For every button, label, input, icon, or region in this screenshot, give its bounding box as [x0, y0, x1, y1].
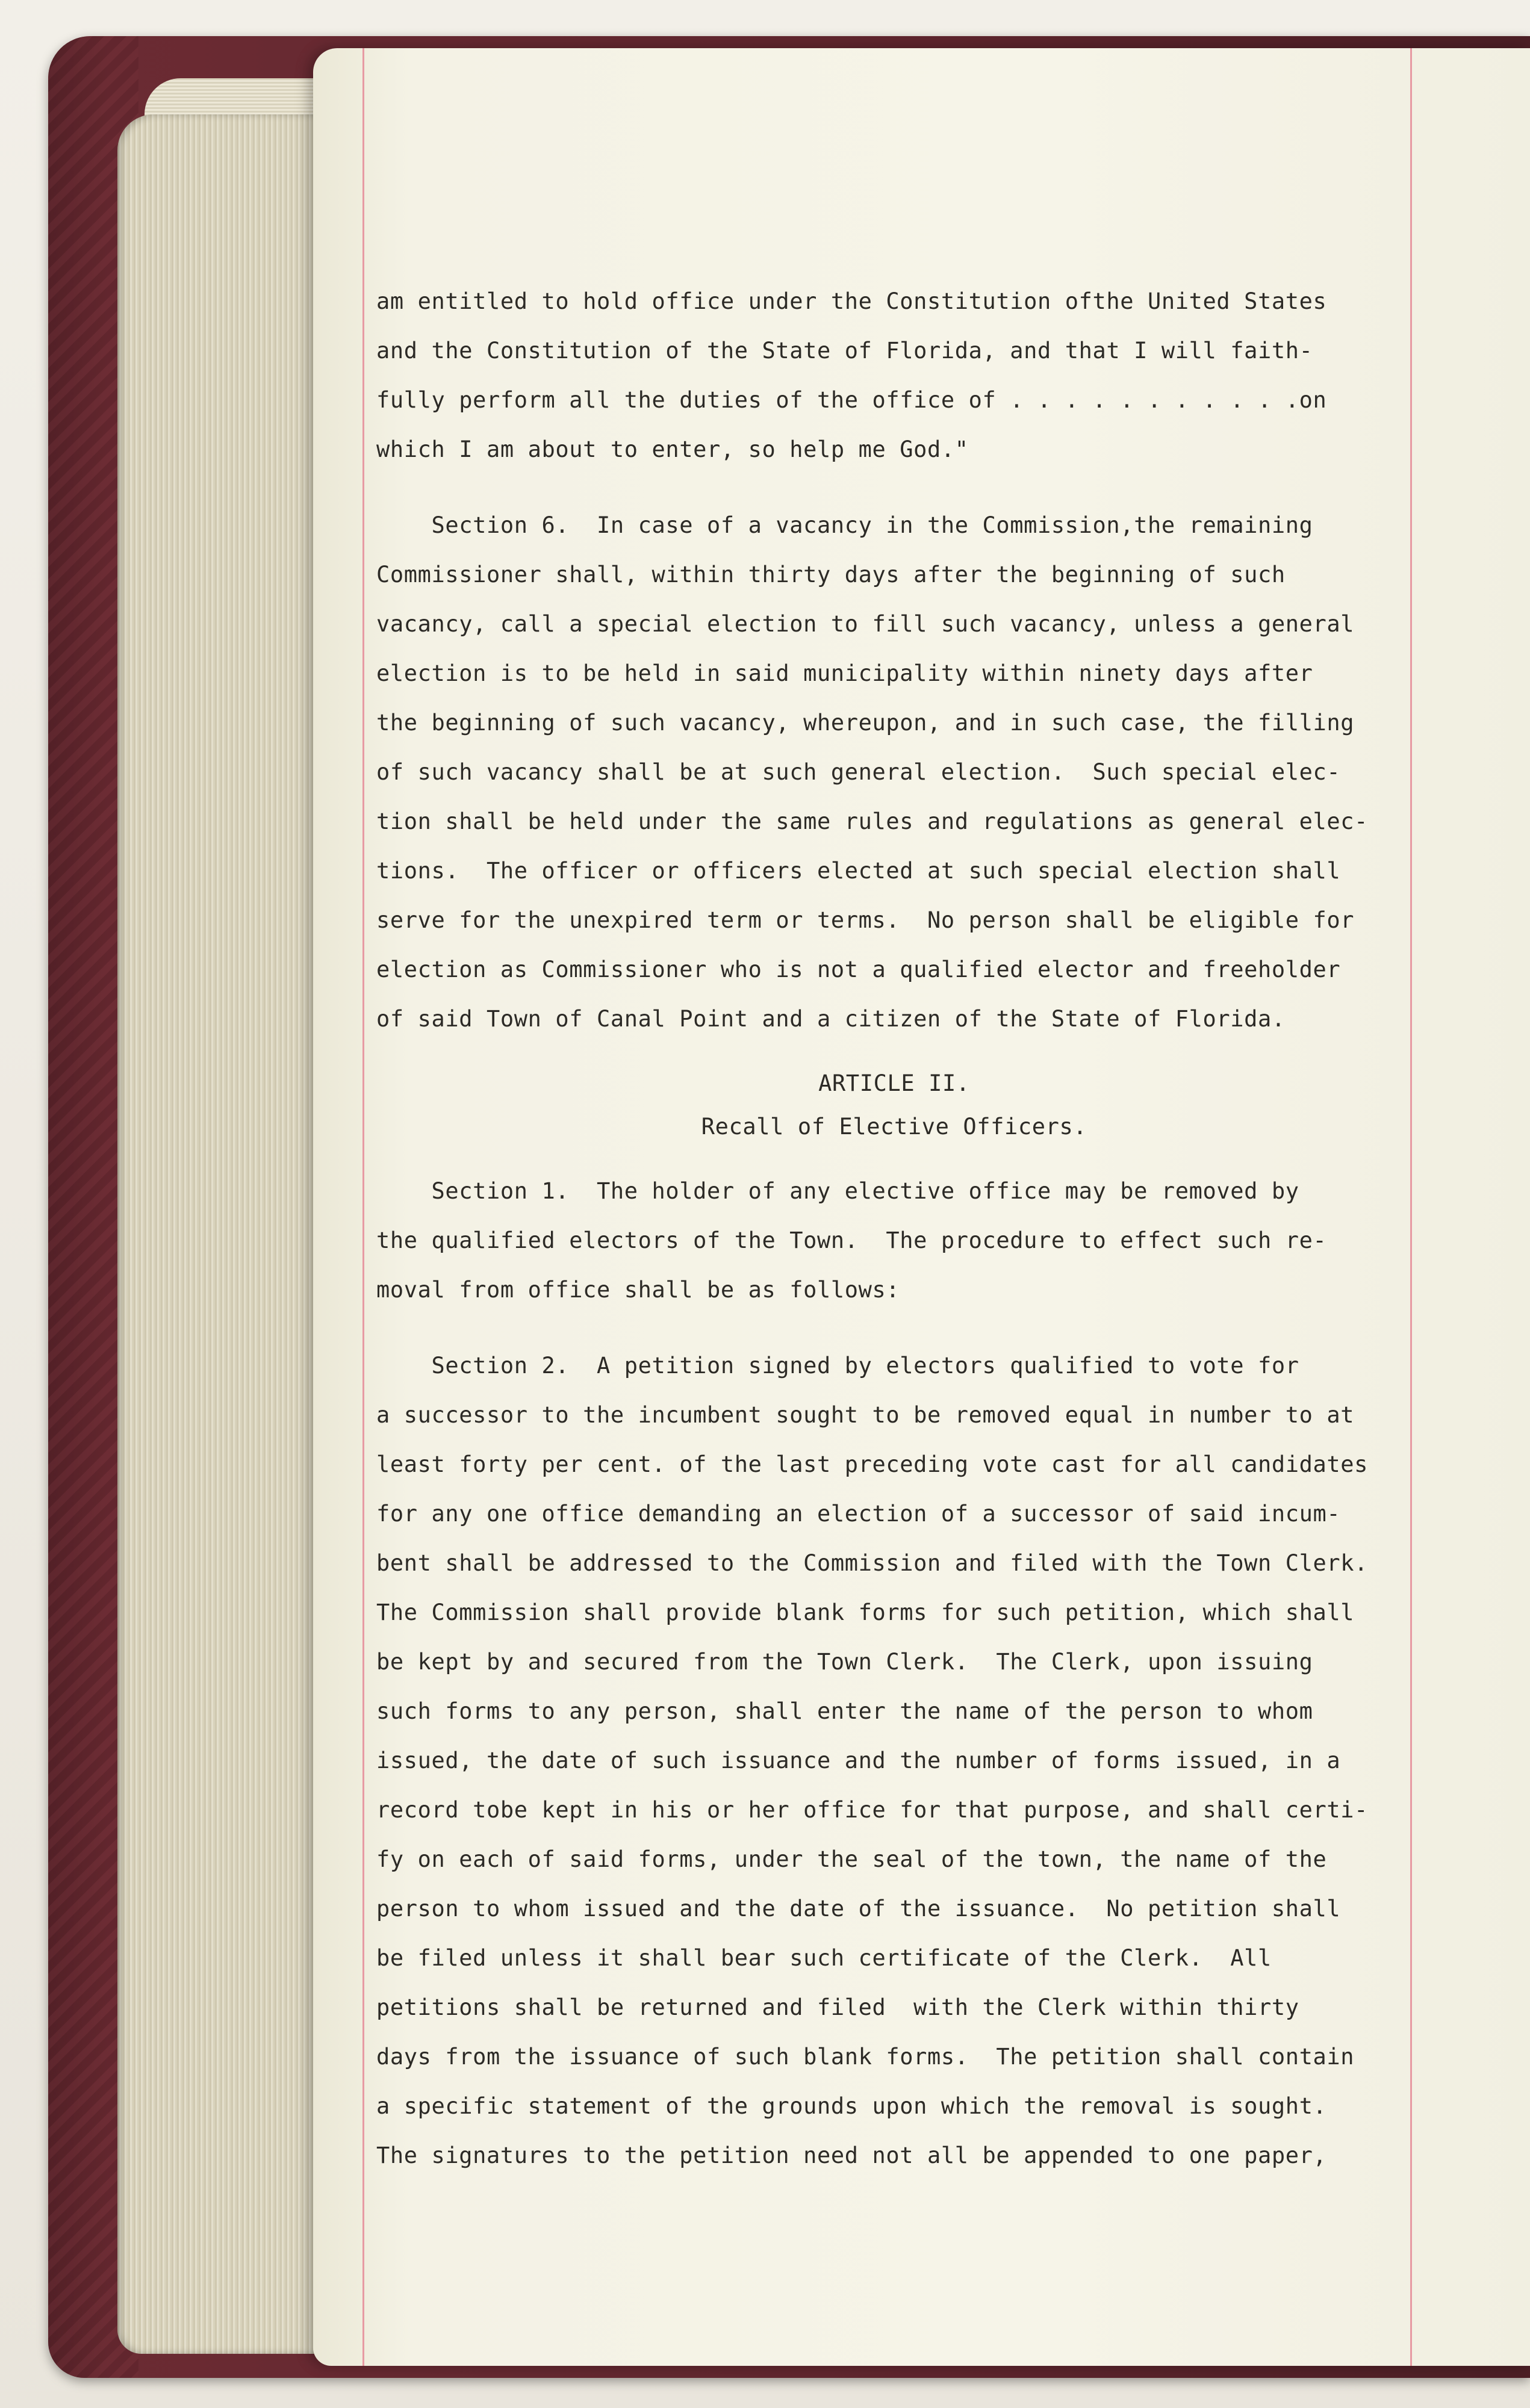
- text-line: Section 1. The holder of any elective office may be removed by: [376, 1178, 1299, 1204]
- text-line: of such vacancy shall be at such general election. Such special elec-: [376, 759, 1341, 785]
- paragraph-gap: [376, 1044, 1412, 1062]
- text-line: election is to be held in said municipality within ninety days after: [376, 660, 1313, 686]
- text-line: vacancy, call a special election to fill such vacancy, unless a general: [376, 611, 1355, 637]
- text-line: be filed unless it shall bear such certificate of the Clerk. All: [376, 1945, 1272, 1971]
- paragraph-section-6: [376, 501, 1412, 1044]
- text-line: least forty per cent. of the last preceding vote cast for all candidates: [376, 1451, 1369, 1477]
- text-line: fy on each of said forms, under the seal of the town, the name of the: [376, 1846, 1327, 1872]
- paragraph-gap: [376, 1149, 1412, 1167]
- left-margin-rule: [362, 48, 364, 2366]
- text-line: the qualified electors of the Town. The procedure to effect such re-: [376, 1227, 1327, 1253]
- text-line: fully perform all the duties of the office of . . . . . . . . . . .on: [376, 387, 1327, 413]
- text-line: a specific statement of the grounds upon which the removal is sought.: [376, 2093, 1327, 2119]
- text-line: serve for the unexpired term or terms. No person shall be eligible for: [376, 907, 1355, 933]
- paragraph-gap: [376, 474, 1412, 501]
- text-line: moval from office shall be as follows:: [376, 1277, 900, 1303]
- text-line: for any one office demanding an election of a successor of said incum-: [376, 1501, 1341, 1527]
- text-line: the beginning of such vacancy, whereupon, and in such case, the filling: [376, 710, 1355, 736]
- text-line: am entitled to hold office under the Constitution ofthe United States: [376, 288, 1327, 314]
- text-line: tions. The officer or officers elected at such special election shall: [376, 858, 1341, 884]
- typed-text-body: [376, 277, 1412, 2180]
- text-line: Section 2. A petition signed by electors qualified to vote for: [376, 1353, 1299, 1379]
- article-subtitle: Recall of Elective Officers.: [701, 1114, 1087, 1140]
- text-line: such forms to any person, shall enter the name of the person to whom: [376, 1698, 1313, 1724]
- text-line: election as Commissioner who is not a qualified elector and freeholder: [376, 957, 1341, 982]
- text-line: The Commission shall provide blank forms for such petition, which shall: [376, 1600, 1355, 1625]
- paragraph-section-2: [376, 1341, 1412, 2180]
- text-line: and the Constitution of the State of Florida, and that I will faith-: [376, 338, 1313, 364]
- paragraph-gap: [376, 1315, 1412, 1341]
- text-line: bent shall be addressed to the Commission and filed with the Town Clerk.: [376, 1550, 1369, 1576]
- text-line: person to whom issued and the date of the issuance. No petition shall: [376, 1896, 1341, 1922]
- text-line: issued, the date of such issuance and the number of forms issued, in a: [376, 1748, 1341, 1773]
- paragraph-oath-end: [376, 277, 1412, 474]
- text-line: tion shall be held under the same rules and regulations as general elec-: [376, 808, 1369, 834]
- text-line: a successor to the incumbent sought to be removed equal in number to at: [376, 1402, 1355, 1428]
- text-line: be kept by and secured from the Town Clerk. The Clerk, upon issuing: [376, 1649, 1313, 1675]
- text-line: petitions shall be returned and filed with the Clerk within thirty: [376, 1994, 1299, 2020]
- text-line: The signatures to the petition need not all be appended to one paper,: [376, 2143, 1327, 2168]
- text-line: Section 6. In case of a vacancy in the Commission,the remaining: [376, 512, 1313, 538]
- document-page: [313, 48, 1530, 2366]
- text-line: which I am about to enter, so help me God.": [376, 436, 969, 462]
- text-line: days from the issuance of such blank forms. The petition shall contain: [376, 2044, 1355, 2070]
- paragraph-section-1: [376, 1167, 1412, 1315]
- article-title: ARTICLE II.: [818, 1070, 970, 1096]
- text-line: record tobe kept in his or her office for that purpose, and shall certi-: [376, 1797, 1369, 1823]
- text-line: Commissioner shall, within thirty days after the beginning of such: [376, 562, 1286, 588]
- text-line: of said Town of Canal Point and a citizen of the State of Florida.: [376, 1006, 1286, 1032]
